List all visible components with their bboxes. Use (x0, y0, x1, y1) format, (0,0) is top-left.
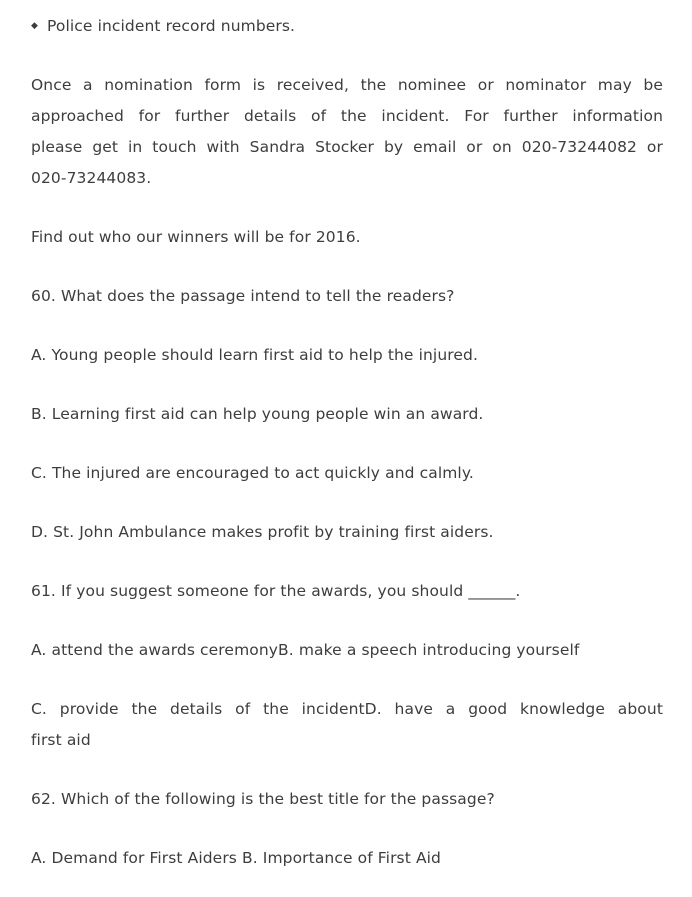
nomination-line: please get in touch with Sandra Stocker by email or on 020-73244082 or (31, 138, 663, 156)
question-60-option-b: B. Learning first aid can help young people win an award. (31, 405, 484, 423)
question-62-stem: 62. Which of the following is the best title for the passage? (31, 790, 495, 808)
question-61-options-ab: A. attend the awards ceremonyB. make a speech introducing yourself (31, 641, 580, 659)
question-60-option-d: D. St. John Ambulance makes profit by training first aiders. (31, 523, 494, 541)
winners-paragraph: Find out who our winners will be for 2016. (31, 228, 361, 246)
bullet-item-text: Police incident record numbers. (47, 17, 296, 35)
question-60-option-c: C. The injured are encouraged to act quickly and calmly. (31, 464, 474, 482)
nomination-line: 020-73244083. (31, 169, 152, 187)
question-61-options-cd-line: C. provide the details of the incidentD. have a good knowledge about (31, 700, 663, 718)
article-body (31, 10, 663, 874)
question-60-option-a: A. Young people should learn first aid to help the injured. (31, 346, 478, 364)
bullet-diamond-icon: ◆ (31, 21, 39, 31)
question-61-options-cd (31, 694, 663, 756)
nomination-paragraph (31, 70, 663, 194)
bullet-list-item (31, 10, 663, 42)
question-62-options-ab: A. Demand for First Aiders B. Importance of First Aid (31, 849, 441, 867)
nomination-line: approached for further details of the incident. For further information (31, 107, 663, 125)
question-61-options-cd-line: first aid (31, 731, 91, 749)
question-61-stem: 61. If you suggest someone for the awards, you should ______. (31, 582, 521, 600)
nomination-line: Once a nomination form is received, the nominee or nominator may be (31, 76, 663, 94)
question-60-stem: 60. What does the passage intend to tell the readers? (31, 287, 455, 305)
